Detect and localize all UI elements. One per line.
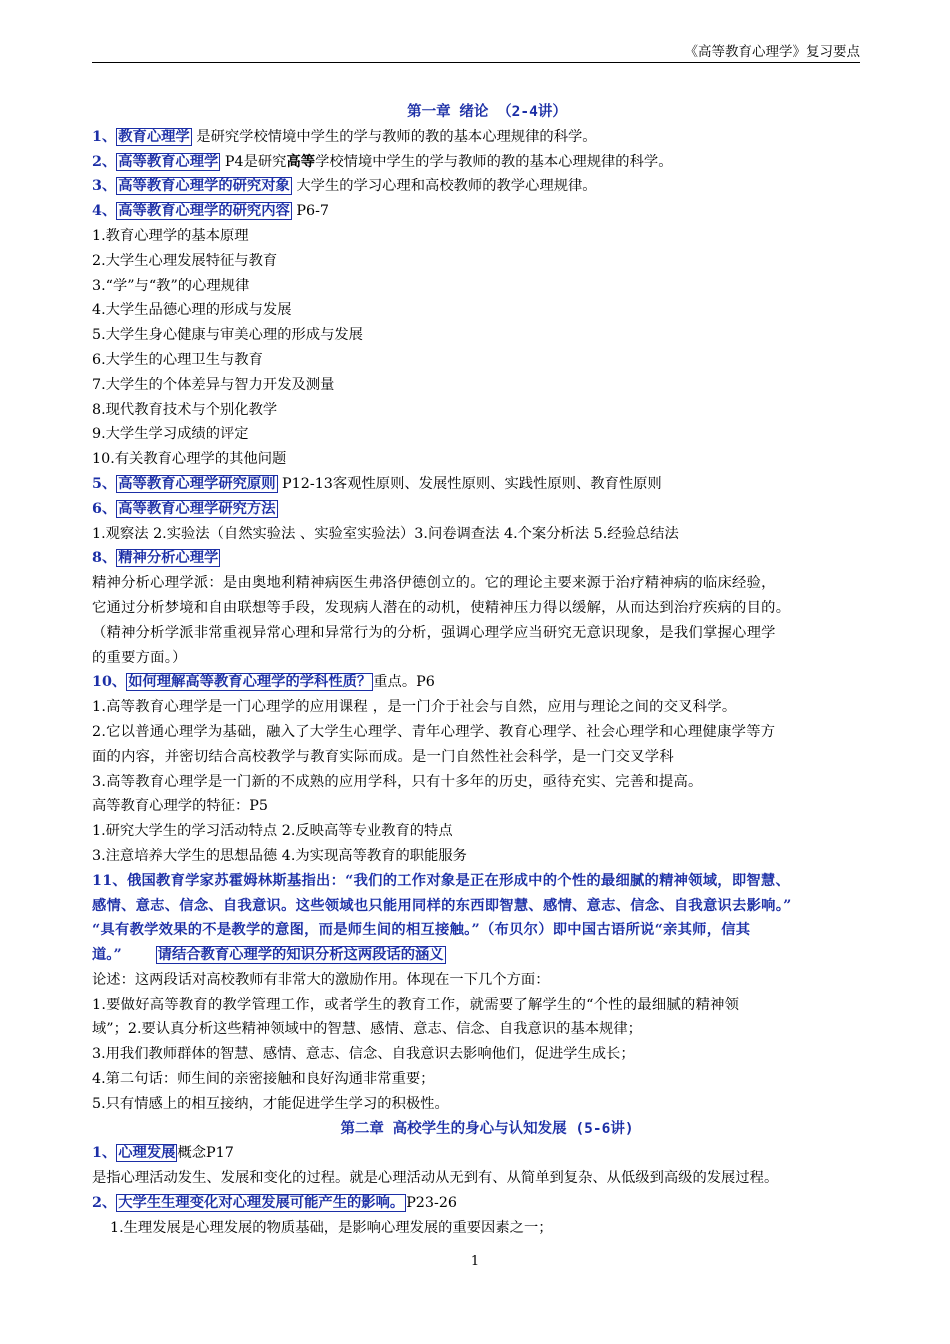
document-body <box>92 100 882 1241</box>
paragraph-line: 高等教育心理学的特征：P5 <box>92 798 268 815</box>
page-header <box>92 40 860 63</box>
term-box: 高等教育心理学的研究对象 <box>118 178 290 195</box>
section-number: 3、 <box>92 178 117 195</box>
section-text: 是研究学校情境中学生的学与教师的教的基本心理规律的科学。 <box>191 128 597 145</box>
term-box: 高等教育心理学的研究内容 <box>118 203 290 220</box>
quote-line: “具有教学效果的不是教学的意图，而是师生间的相互接触。”（布贝尔）即中国古语所说“亲其师，信其 <box>92 922 751 939</box>
section-text: 概念P17 <box>177 1145 234 1162</box>
term-box: 心理发展 <box>118 1145 176 1162</box>
section-text: P4是研究 <box>220 153 287 170</box>
list-item: 6.大学生的心理卫生与教育 <box>92 351 263 368</box>
paragraph-line: 3.注意培养大学生的思想品德 4.为实现高等教育的职能服务 <box>92 847 467 864</box>
section-number: 4、 <box>92 203 117 220</box>
section-text: 学校情境中学生的学与教师的教的基本心理规律的科学。 <box>315 153 673 170</box>
section-number: 2、 <box>92 1195 117 1212</box>
section-number: 1、 <box>92 128 117 145</box>
quote-end: 道。” <box>92 947 122 964</box>
list-item: 3.“学”与“教”的心理规律 <box>92 277 250 294</box>
chapter-1-title: 第一章 绪论 （2-4讲） <box>407 104 567 120</box>
section-number: 1、 <box>92 1145 117 1162</box>
section-1-8 <box>92 546 882 571</box>
list-item: 5.大学生身心健康与审美心理的形成与发展 <box>92 327 363 344</box>
section-2-2 <box>92 1191 882 1216</box>
paragraph-line: 1.高等教育心理学是一门心理学的应用课程 ，是一门介于社会与自然，应用与理论之间的交叉科学。 <box>92 699 737 716</box>
paragraph-line: 3.用我们教师群体的智慧、感情、意志、信念、自我意识去影响他们，促进学生成长； <box>92 1046 635 1063</box>
list-item: 1.教育心理学的基本原理 <box>92 227 249 244</box>
list-item: 9.大学生学习成绩的评定 <box>92 426 249 443</box>
term-box: 高等教育心理学研究方法 <box>118 500 276 517</box>
section-text: 大学生的学习心理和高校教师的教学心理规律。 <box>291 178 597 195</box>
section-1-2 <box>92 150 882 175</box>
quote-line: 11、俄国教育学家苏霍姆林斯基指出：“我们的工作对象是正在形成中的个性的最细腻的精神领域，即智慧、 <box>92 872 791 889</box>
section-1-4 <box>92 199 882 224</box>
paragraph-line: 3.高等教育心理学是一门新的不成熟的应用学科，只有十多年的历史，亟待充实、完善和提高。 <box>92 773 703 790</box>
term-box: 如何理解高等教育心理学的学科性质？ <box>128 674 372 691</box>
methods-text: 1.观察法 2.实验法（自然实验法 、实验室实验法）3.问卷调查法 4.个案分析法 5.经验总结法 <box>92 525 679 542</box>
paragraph-line: 是指心理活动发生、发展和变化的过程。就是心理活动从无到有、从简单到复杂、从低级到高级的发展过程。 <box>92 1170 779 1187</box>
paragraph-line: 5.只有情感上的相互接纳，才能促进学生学习的积极性。 <box>92 1095 449 1112</box>
section-number: 8、 <box>92 550 117 567</box>
term-box: 高等教育心理学 <box>118 153 219 170</box>
section-number: 5、 <box>92 475 117 492</box>
section-text: P23-26 <box>406 1195 458 1212</box>
term-box: 请结合教育心理学的知识分析这两段话的涵义 <box>157 947 444 964</box>
paragraph-line: 1.要做好高等教育的教学管理工作，或者学生的教育工作，就需要了解学生的“个性的最细腻的精神领 <box>92 996 740 1013</box>
paragraph-line: 1.研究大学生的学习活动特点 2.反映高等专业教育的特点 <box>92 823 453 840</box>
list-item: 7.大学生的个体差异与智力开发及测量 <box>92 376 335 393</box>
section-1-3 <box>92 174 882 199</box>
header-title: 《高等教育心理学》复习要点 <box>684 44 860 60</box>
section-1-6 <box>92 497 882 522</box>
term-box: 精神分析心理学 <box>118 550 219 567</box>
paragraph-line: 2.它以普通心理学为基础，融入了大学生心理学、青年心理学、教育心理学、社会心理学和心理健康学等方 <box>92 723 776 740</box>
paragraph-line: 的重要方面。） <box>92 649 187 666</box>
section-2-1 <box>92 1141 882 1166</box>
section-1-1 <box>92 125 882 150</box>
bold-word: 高等 <box>286 153 316 170</box>
list-item: 10.有关教育心理学的其他问题 <box>92 451 287 468</box>
section-1-10 <box>92 670 882 695</box>
term-box: 高等教育心理学研究原则 <box>118 475 276 492</box>
list-item: 1.生理发展是心理发展的物质基础，是影响心理发展的重要因素之一； <box>110 1219 553 1236</box>
paragraph-line: 面的内容，并密切结合高校教学与教育实际而成。是一门自然性社会科学，是一门交叉学科 <box>92 748 674 765</box>
chapter-2-title: 第二章 高校学生的身心与认知发展 (5-6讲) <box>340 1120 634 1137</box>
section-text: P12-13客观性原则、发展性原则、实践性原则、教育性原则 <box>277 475 662 492</box>
paragraph-line: 4.第二句话：师生间的亲密接触和良好沟通非常重要； <box>92 1071 435 1088</box>
term-box: 教育心理学 <box>118 128 190 145</box>
paragraph-line: 它通过分析梦境和自由联想等手段，发现病人潜在的动机，使精神压力得以缓解，从而达到治疗疾病的目的。 <box>92 599 791 616</box>
paragraph-line: 精神分析心理学派：是由奥地利精神病医生弗洛伊德创立的。它的理论主要来源于治疗精神病的临床经验， <box>92 575 776 592</box>
list-item: 4.大学生品德心理的形成与发展 <box>92 302 292 319</box>
page-number: 1 <box>470 1254 480 1269</box>
list-item: 2.大学生心理发展特征与教育 <box>92 252 278 269</box>
term-box: 大学生生理变化对心理发展可能产生的影响。 <box>118 1195 405 1212</box>
section-text: 重点。P6 <box>373 674 435 691</box>
section-number: 6、 <box>92 500 117 517</box>
paragraph-line: 域”；2.要认真分析这些精神领域中的智慧、感情、意志、信念、自我意识的基本规律； <box>92 1021 642 1038</box>
quote-question-line <box>92 943 882 968</box>
section-number: 2、 <box>92 153 117 170</box>
quote-line: 感情、意志、信念、自我意识。这些领域也只能用同样的东西即智慧、感情、意志、信念、自我意识去影响。” <box>92 897 792 914</box>
list-item: 8.现代教育技术与个别化教学 <box>92 401 278 418</box>
section-number: 10、 <box>92 674 127 691</box>
paragraph-line: （精神分析学派非常重视异常心理和异常行为的分析，强调心理学应当研究无意识现象，是我们掌握心理学 <box>92 624 776 641</box>
section-1-5 <box>92 472 882 497</box>
section-text: P6-7 <box>291 203 329 220</box>
paragraph-line: 论述：这两段话对高校教师有非常大的激励作用。体现在一下几个方面： <box>92 971 550 988</box>
